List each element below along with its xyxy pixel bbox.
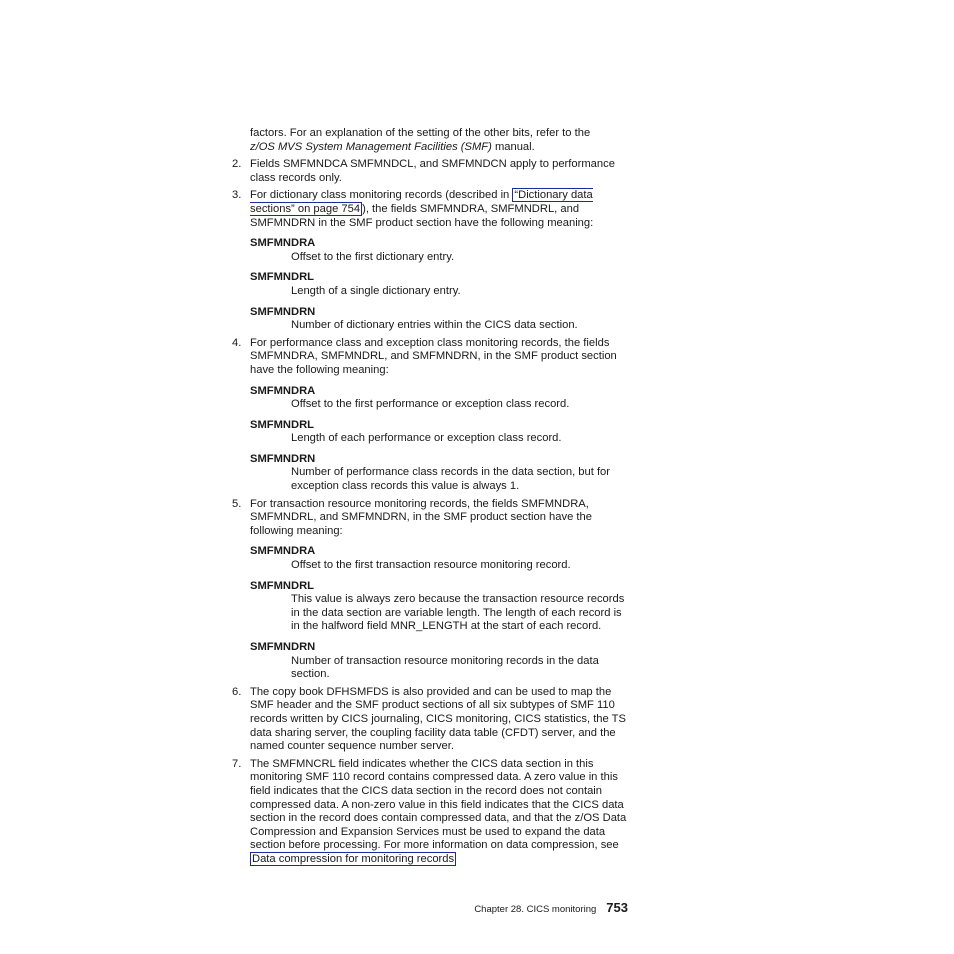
item-number: 4. [232,336,242,349]
definition-term: SMFMNDRL [250,579,315,592]
item-text: Fields SMFMNDCA SMFMNDCL, and SMFMNDCN apply to performance class records only. [250,158,615,184]
item-text: ), the fields SMFMNDRA, SMFMNDRL, and SMFMNDRN in the SMF product section have the following meaning: [250,202,594,229]
item-text: The copy book DFHSMFDS is also provided and can be used to map the SMF header and the SMF product sections of all six subtypes of SMF 110 records written by CICS journaling, CICS monitoring, CICS statistics, the TS data sharing server, the coupling facility data table (CFDT) server, and the named counter sequence number server. [250,685,626,753]
dictionary-data-sections-link[interactable]: “Dictionary data sections” on page 754 [250,189,593,215]
definition-term: SMFMNDRN [250,305,316,318]
definition-description: Number of dictionary entries within the CICS data section. [291,319,578,332]
book-title: z/OS MVS System Management Facilities (SMF) [250,140,492,153]
definition-term: SMFMNDRN [250,452,316,465]
list-item-6 [232,686,628,754]
definition-term: SMFMNDRA [250,237,316,250]
item-paragraph [250,758,628,867]
definition-description: Length of each performance or exception class record. [291,432,562,445]
list-item-2 [232,158,628,185]
list-item-3 [232,189,628,332]
item-text: For dictionary class monitoring records (described in [250,189,513,202]
definition-description: Offset to the first dictionary entry. [291,250,455,263]
definition-description: This value is always zero because the transaction resource records in the data section are variable length. The length of each record is in the halfword field MNR_LENGTH at the start of each record. [291,593,625,633]
definition-description: Offset to the first performance or exception class record. [291,398,570,411]
definition-term: SMFMNDRL [250,418,315,431]
item-number: 5. [232,497,242,510]
item-text: The SMFMNCRL field indicates whether the CICS data section in this monitoring SMF 110 record contains compressed data. A zero value in this field indicates that the CICS data section in the record does not contain compressed data. A non-zero value in this field indicates that the CICS data section in the record does contain compressed data, and that the z/OS Data Compression and Expansion Services must be used to expand the data section before processing. For more information on data compression, see [250,757,627,852]
list-item-5 [232,498,628,682]
item-number: 6. [232,685,242,698]
definition-term: SMFMNDRN [250,641,316,653]
intro-text: factors. For an explanation of the setting of the other bits, refer to the [250,127,591,139]
definition-term: SMFMNDRL [250,271,315,284]
item-body [250,337,628,494]
item-paragraph [250,189,628,230]
item-text: For performance class and exception class monitoring records, the fields SMFMNDRA, SMFMNDRL, and SMFMNDRN, in the SMF product section have the following meaning: [250,336,617,376]
list-item-7 [232,758,628,867]
item-body [250,189,628,332]
definition-term: SMFMNDRA [250,545,316,558]
definition-description: Offset to the first transaction resource monitoring record. [291,559,571,572]
list-item-4 [232,337,628,494]
item-number: 3. [232,189,242,202]
definition-description: Number of transaction resource monitoring records in the data section. [291,654,599,681]
item-body [250,498,628,682]
data-compression-link[interactable]: Data compression for monitoring records [252,852,455,865]
page-footer [472,901,628,917]
definition-description: Length of a single dictionary entry. [291,284,461,297]
page-number: 753 [606,900,628,915]
page-content [232,127,628,867]
item-text: For transaction resource monitoring records, the fields SMFMNDRA, SMFMNDRL, and SMFMNDRN, in the SMF product section have the following meaning: [250,497,592,537]
chapter-title: Chapter 28. CICS monitoring [474,904,597,915]
definition-term: SMFMNDRA [250,384,316,397]
item-number: 7. [232,757,242,770]
item-number: 2. [232,158,242,171]
definition-description: Number of performance class records in the data section, but for exception class records this value is always 1. [291,466,610,493]
continuation-paragraph [250,127,628,154]
intro-tail: manual. [491,140,535,153]
